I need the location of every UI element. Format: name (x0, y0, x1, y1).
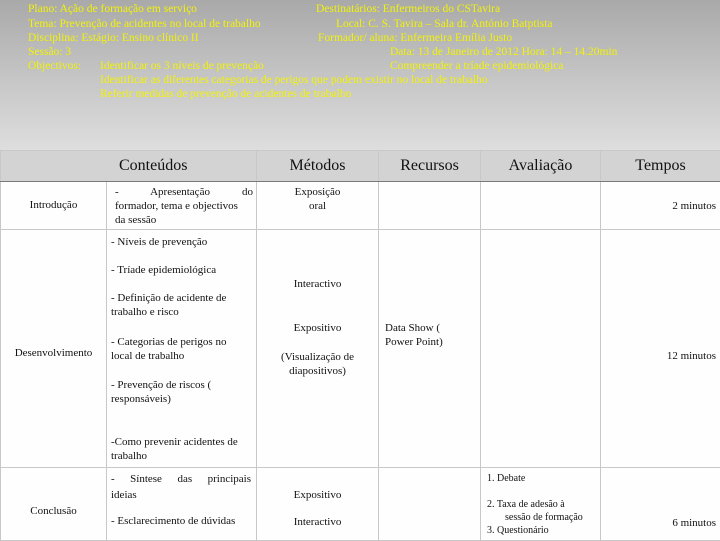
col-header-recursos: Recursos (379, 151, 481, 182)
conteudo-cell: - Apresentação do formador, tema e objectivos da sessão (107, 182, 257, 230)
tempo-cell: 2 minutos (601, 182, 720, 230)
objectivo-4: Referir medidas de prevenção de acidentes de trabalho (100, 87, 351, 101)
avaliacao-cell: 1. Debate 2. Taxa de adesão à sessão de formação 3. Questionário (481, 468, 601, 541)
table-row-introducao (1, 182, 720, 230)
avaliacao-cell (481, 230, 601, 468)
plano-line: Plano: Ação de formação em serviço (28, 2, 197, 16)
conteudo-cell: - Níveis de prevenção - Tríade epidemiológica - Definição de acidente de trabalho e risco - Categorias de perigos no local de trabalho - Prevenção de riscos ( responsáveis) -Como prevenir acidentes de trabalho (107, 230, 257, 468)
tempo-cell: 12 minutos (601, 230, 720, 468)
tempo-cell: 6 minutos (601, 468, 720, 541)
metodo-cell: Expositivo Interactivo (257, 468, 379, 541)
recurso-cell: Data Show ( Power Point) (379, 230, 481, 468)
formador-line: Formador/ aluna: Enfermeira Emília Justo (318, 31, 512, 45)
col-header-metodos: Métodos (257, 151, 379, 182)
disciplina-line: Disciplina: Estágio: Ensino clínico II (28, 31, 199, 45)
col-header-conteudos: Conteúdos (1, 151, 257, 182)
conteudo-cell: - Síntese das principais ideias - Esclarecimento de dúvidas (107, 468, 257, 541)
stage-cell (1, 230, 107, 468)
sessao-line: Sessão: 3 (28, 45, 71, 59)
objectivo-3: Identificar as diferentes categorias de perigos que podem existir no local de trabalho (100, 73, 488, 87)
lesson-plan-table (0, 150, 720, 541)
col-header-avaliacao: Avaliação (481, 151, 601, 182)
stage-cell (1, 468, 107, 541)
objectivo-1: Identificar os 3 níveis de prevenção (100, 59, 264, 73)
data-line: Data: 13 de Janeiro de 2012 Hora: 14 – 14.20min (390, 45, 617, 59)
tema-line: Tema: Prevenção de acidentes no local de trabalho (28, 17, 261, 31)
local-line: Local: C. S. Tavira – Sala dr. António Batptista (336, 17, 553, 31)
stage-label: Desenvolvimento (1, 347, 106, 359)
table-header-row (1, 151, 720, 182)
objectivos-label: Objectivos: (28, 59, 81, 73)
stage-label: Conclusão (1, 505, 106, 517)
objectivo-2: Compreender a tríade epidemiológica (390, 59, 563, 73)
metodo-cell: Interactivo Expositivo (Visualização de diapositivos) (257, 230, 379, 468)
recurso-cell (379, 468, 481, 541)
table-row-conclusao (1, 468, 720, 541)
recurso-cell (379, 182, 481, 230)
avaliacao-cell (481, 182, 601, 230)
plan-header (0, 0, 720, 150)
metodo-cell: Exposição oral (257, 182, 379, 230)
destinatarios-line: Destinatários: Enfermeiros do CSTavira (316, 2, 500, 16)
stage-label: Introdução (1, 199, 106, 211)
stage-cell (1, 182, 107, 230)
table-row-desenvolvimento (1, 230, 720, 468)
col-header-tempos: Tempos (601, 151, 720, 182)
